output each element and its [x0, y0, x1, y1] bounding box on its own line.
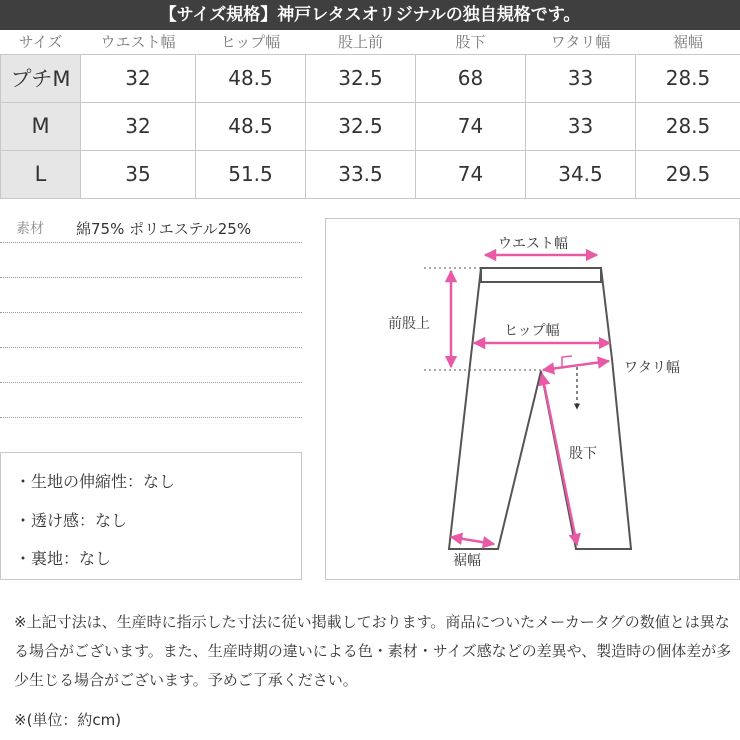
hem-label: 裾幅: [453, 553, 481, 569]
thigh-label: ワタリ幅: [624, 360, 680, 376]
table-cell: 32: [81, 54, 196, 102]
property-sheerness: ・透け感：なし: [15, 511, 128, 530]
table-cell: 51.5: [196, 150, 306, 198]
pants-outline: [449, 268, 631, 549]
table-cell: 34.5: [526, 150, 636, 198]
header-size: サイズ: [18, 33, 63, 52]
table-cell: 29.5: [636, 150, 740, 198]
table-cell: 33.5: [306, 150, 416, 198]
table-cell: 68: [416, 54, 526, 102]
material-value: 綿75% ポリエステル25%: [76, 220, 252, 238]
header-inseam: 股下: [455, 33, 486, 52]
measurement-diagram: [325, 218, 740, 580]
size-table: [0, 30, 740, 199]
property-stretch: ・生地の伸縮性：なし: [15, 472, 176, 491]
blank-row: [0, 278, 302, 313]
table-cell: 32.5: [306, 54, 416, 102]
table-cell: 32: [81, 102, 196, 150]
row-label: プチM: [1, 54, 81, 102]
header-hem: 裾幅: [672, 33, 703, 52]
table-cell: 28.5: [636, 102, 740, 150]
header-hip: ヒップ幅: [220, 33, 281, 52]
blank-row: [0, 243, 302, 278]
table-row: [1, 150, 740, 198]
blank-row: [0, 313, 302, 348]
table-row: [1, 54, 740, 102]
rise-label: 前股上: [388, 316, 430, 332]
pants-illustration: [326, 219, 739, 579]
waist-label: ウエスト幅: [498, 236, 568, 252]
unit-note: ※(単位：約cm): [14, 711, 122, 729]
header-front-rise: 股上前: [337, 33, 383, 52]
blank-row: [0, 383, 302, 418]
table-cell: 33: [526, 102, 636, 150]
table-cell: 74: [416, 102, 526, 150]
table-cell: 74: [416, 150, 526, 198]
table-cell: 28.5: [636, 54, 740, 102]
table-cell: 32.5: [306, 102, 416, 150]
property-lining: ・裏地：なし: [15, 549, 112, 568]
hip-label: ヒップ幅: [504, 323, 560, 339]
fabric-properties-box: [0, 452, 302, 580]
waistband: [481, 268, 601, 282]
material-label: 素材: [16, 221, 44, 237]
table-row: [1, 102, 740, 150]
material-row: [0, 208, 302, 243]
table-cell: 48.5: [196, 54, 306, 102]
header-thigh: ワタリ幅: [550, 33, 611, 52]
blank-row: [0, 348, 302, 383]
disclaimer-note: ※上記寸法は、生産時に指示した寸法に従い掲載しております。商品についたメーカータグの数値とは異なる場合がございます。また、生産時期の違いによる色・素材・サイズ感などの差異や、製造時の個体差が多少生じる場合がございます。予めご了承ください。: [14, 613, 732, 689]
size-table-header: [1, 30, 740, 54]
table-cell: 33: [526, 54, 636, 102]
header-waist: ウエスト幅: [100, 33, 176, 52]
table-cell: 48.5: [196, 102, 306, 150]
row-label: L: [1, 150, 81, 198]
inseam-label: 股下: [569, 446, 597, 462]
row-label: M: [1, 102, 81, 150]
table-cell: 35: [81, 150, 196, 198]
size-spec-banner: 【サイズ規格】神戸レタスオリジナルの独自規格です。: [0, 0, 740, 30]
material-section: [0, 208, 302, 418]
